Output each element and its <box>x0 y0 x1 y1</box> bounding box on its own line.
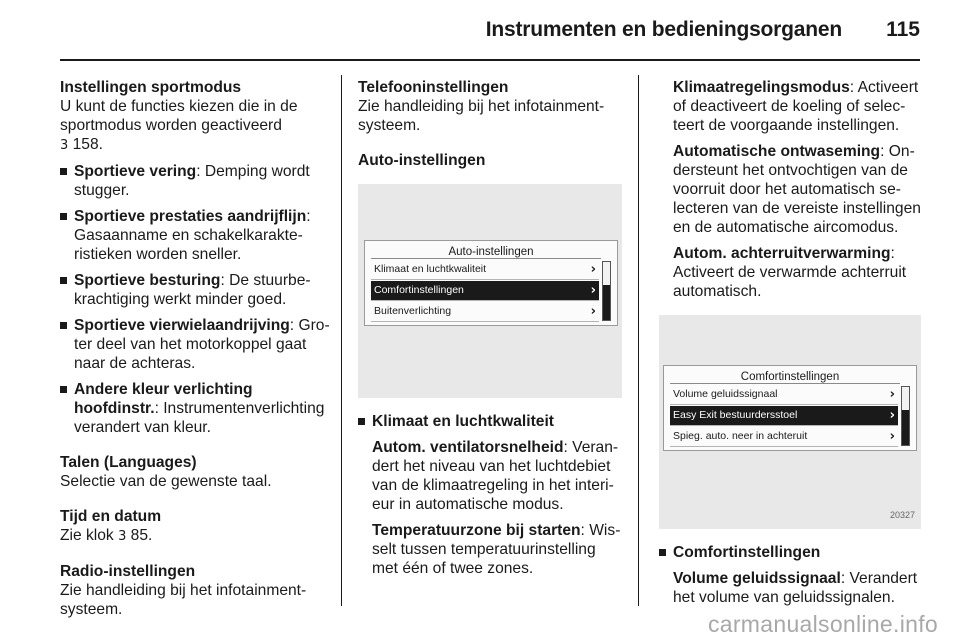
page-ref-link[interactable]: 158. <box>68 136 103 153</box>
menu-row[interactable]: Klimaat en luchtkwaliteit › <box>371 260 599 280</box>
section-body: Zie handleiding bij het infotainment-systeem. <box>358 98 605 134</box>
section-sportmodus <box>60 78 332 437</box>
column-2 <box>358 78 624 578</box>
image-number: 20327 <box>889 510 915 520</box>
section-talen <box>60 453 332 491</box>
list-item: Sportieve prestaties aandrijflijn: Gasaanname en schakelkarakteristieken worden sneller. <box>60 207 332 264</box>
panel-title: Auto-instellingen <box>448 246 534 258</box>
menu-row-selected[interactable]: Easy Exit bestuurdersstoel › <box>670 406 898 426</box>
panel-title: Comfortinstellingen <box>740 371 840 383</box>
list-item: Andere kleur verlichting hoofdinstr.: Instrumentenverlichting verandert van kleur. <box>60 380 332 437</box>
page-number: 115 <box>886 18 920 41</box>
scrollbar[interactable] <box>602 261 611 321</box>
list-item: Sportieve vering: Demping wordt stugger. <box>60 162 332 200</box>
paragraph: Autom. ventilatorsnelheid: Verandert het niveau van het luchtdebiet van de klimaatregeling in het interieur in automatische modus. <box>372 439 619 513</box>
scrollbar-thumb <box>603 285 610 320</box>
header-divider <box>60 59 920 61</box>
section-heading: Tijd en datum <box>60 508 162 525</box>
section-heading: Radio-instellingen <box>60 563 196 580</box>
section-body: Zie handleiding bij het infotainment-systeem. <box>60 582 307 618</box>
chevron-right-icon: › <box>889 429 895 444</box>
section-telefoon <box>358 78 624 135</box>
section-heading: Talen (Languages) <box>60 454 197 471</box>
column-3 <box>659 78 921 607</box>
paragraph: Volume geluidssignaal: Verandert het volume van geluidssignalen. <box>673 570 918 606</box>
scrollbar[interactable] <box>901 386 910 446</box>
menu-row-selected[interactable]: Comfortinstellingen › <box>371 281 599 301</box>
paragraph: Automatische ontwaseming: Ondersteunt het ontvochtigen van de voorruit door het automatisch selecteren van de vereiste instellingen en de automatische aircomodus. <box>673 143 921 236</box>
display-panel <box>364 240 618 326</box>
paragraph: Temperatuurzone bij starten: Wisselt tussen temperatuurinstelling met één of twee zones. <box>372 522 621 577</box>
column-1 <box>60 78 332 633</box>
section-radio <box>60 562 332 619</box>
page-ref-link[interactable]: 85. <box>126 527 153 544</box>
display-panel <box>663 365 917 451</box>
list-item: Comfortinstellingen <box>659 543 921 562</box>
menu-row[interactable]: Buitenverlichting › <box>371 302 599 322</box>
section-body: U kunt de functies kiezen die in de sportmodus worden geactiveerd 3 158. <box>60 98 298 153</box>
list-item: Sportieve besturing: De stuurbekrachtiging werkt minder goed. <box>60 271 332 309</box>
scrollbar-thumb <box>902 410 909 445</box>
page-ref-arrow-icon: 3 <box>60 138 69 153</box>
section-body: Zie klok 3 85. <box>60 527 153 544</box>
watermark: carmanualsonline.info <box>707 611 938 637</box>
paragraph: Klimaatregelingsmodus: Activeert of deactiveert de koeling of selecteert de voorgaande instellingen. <box>673 79 919 134</box>
menu-row[interactable]: Spieg. auto. neer in achteruit › <box>670 427 898 447</box>
menu-row[interactable]: Volume geluidssignaal › <box>670 385 898 405</box>
column-divider-1 <box>341 75 342 606</box>
chevron-right-icon: › <box>889 387 895 402</box>
screen-illustration-comfort <box>659 315 921 529</box>
section-body: Selectie van de gewenste taal. <box>60 473 272 490</box>
chevron-right-icon: › <box>590 304 596 319</box>
page-header-title: Instrumenten en bedieningsorganen <box>485 18 842 41</box>
chevron-right-icon: › <box>889 408 895 423</box>
section-tijd <box>60 507 332 546</box>
list-item: Sportieve vierwielaandrijving: Groter deel van het motorkoppel gaat naar de achteras. <box>60 316 332 373</box>
section-heading: Auto-instellingen <box>358 152 486 169</box>
paragraph: Autom. achterruitverwarming: Activeert de verwarmde achterruit automatisch. <box>673 245 907 300</box>
column-divider-2 <box>638 75 639 606</box>
page-ref-arrow-icon: 3 <box>118 529 127 544</box>
section-heading: Telefooninstellingen <box>358 79 509 96</box>
section-heading: Instellingen sportmodus <box>60 79 242 96</box>
chevron-right-icon: › <box>590 262 596 277</box>
screen-illustration-auto <box>358 184 622 398</box>
list-item: Klimaat en luchtkwaliteit <box>358 412 624 431</box>
chevron-right-icon: › <box>590 283 596 298</box>
